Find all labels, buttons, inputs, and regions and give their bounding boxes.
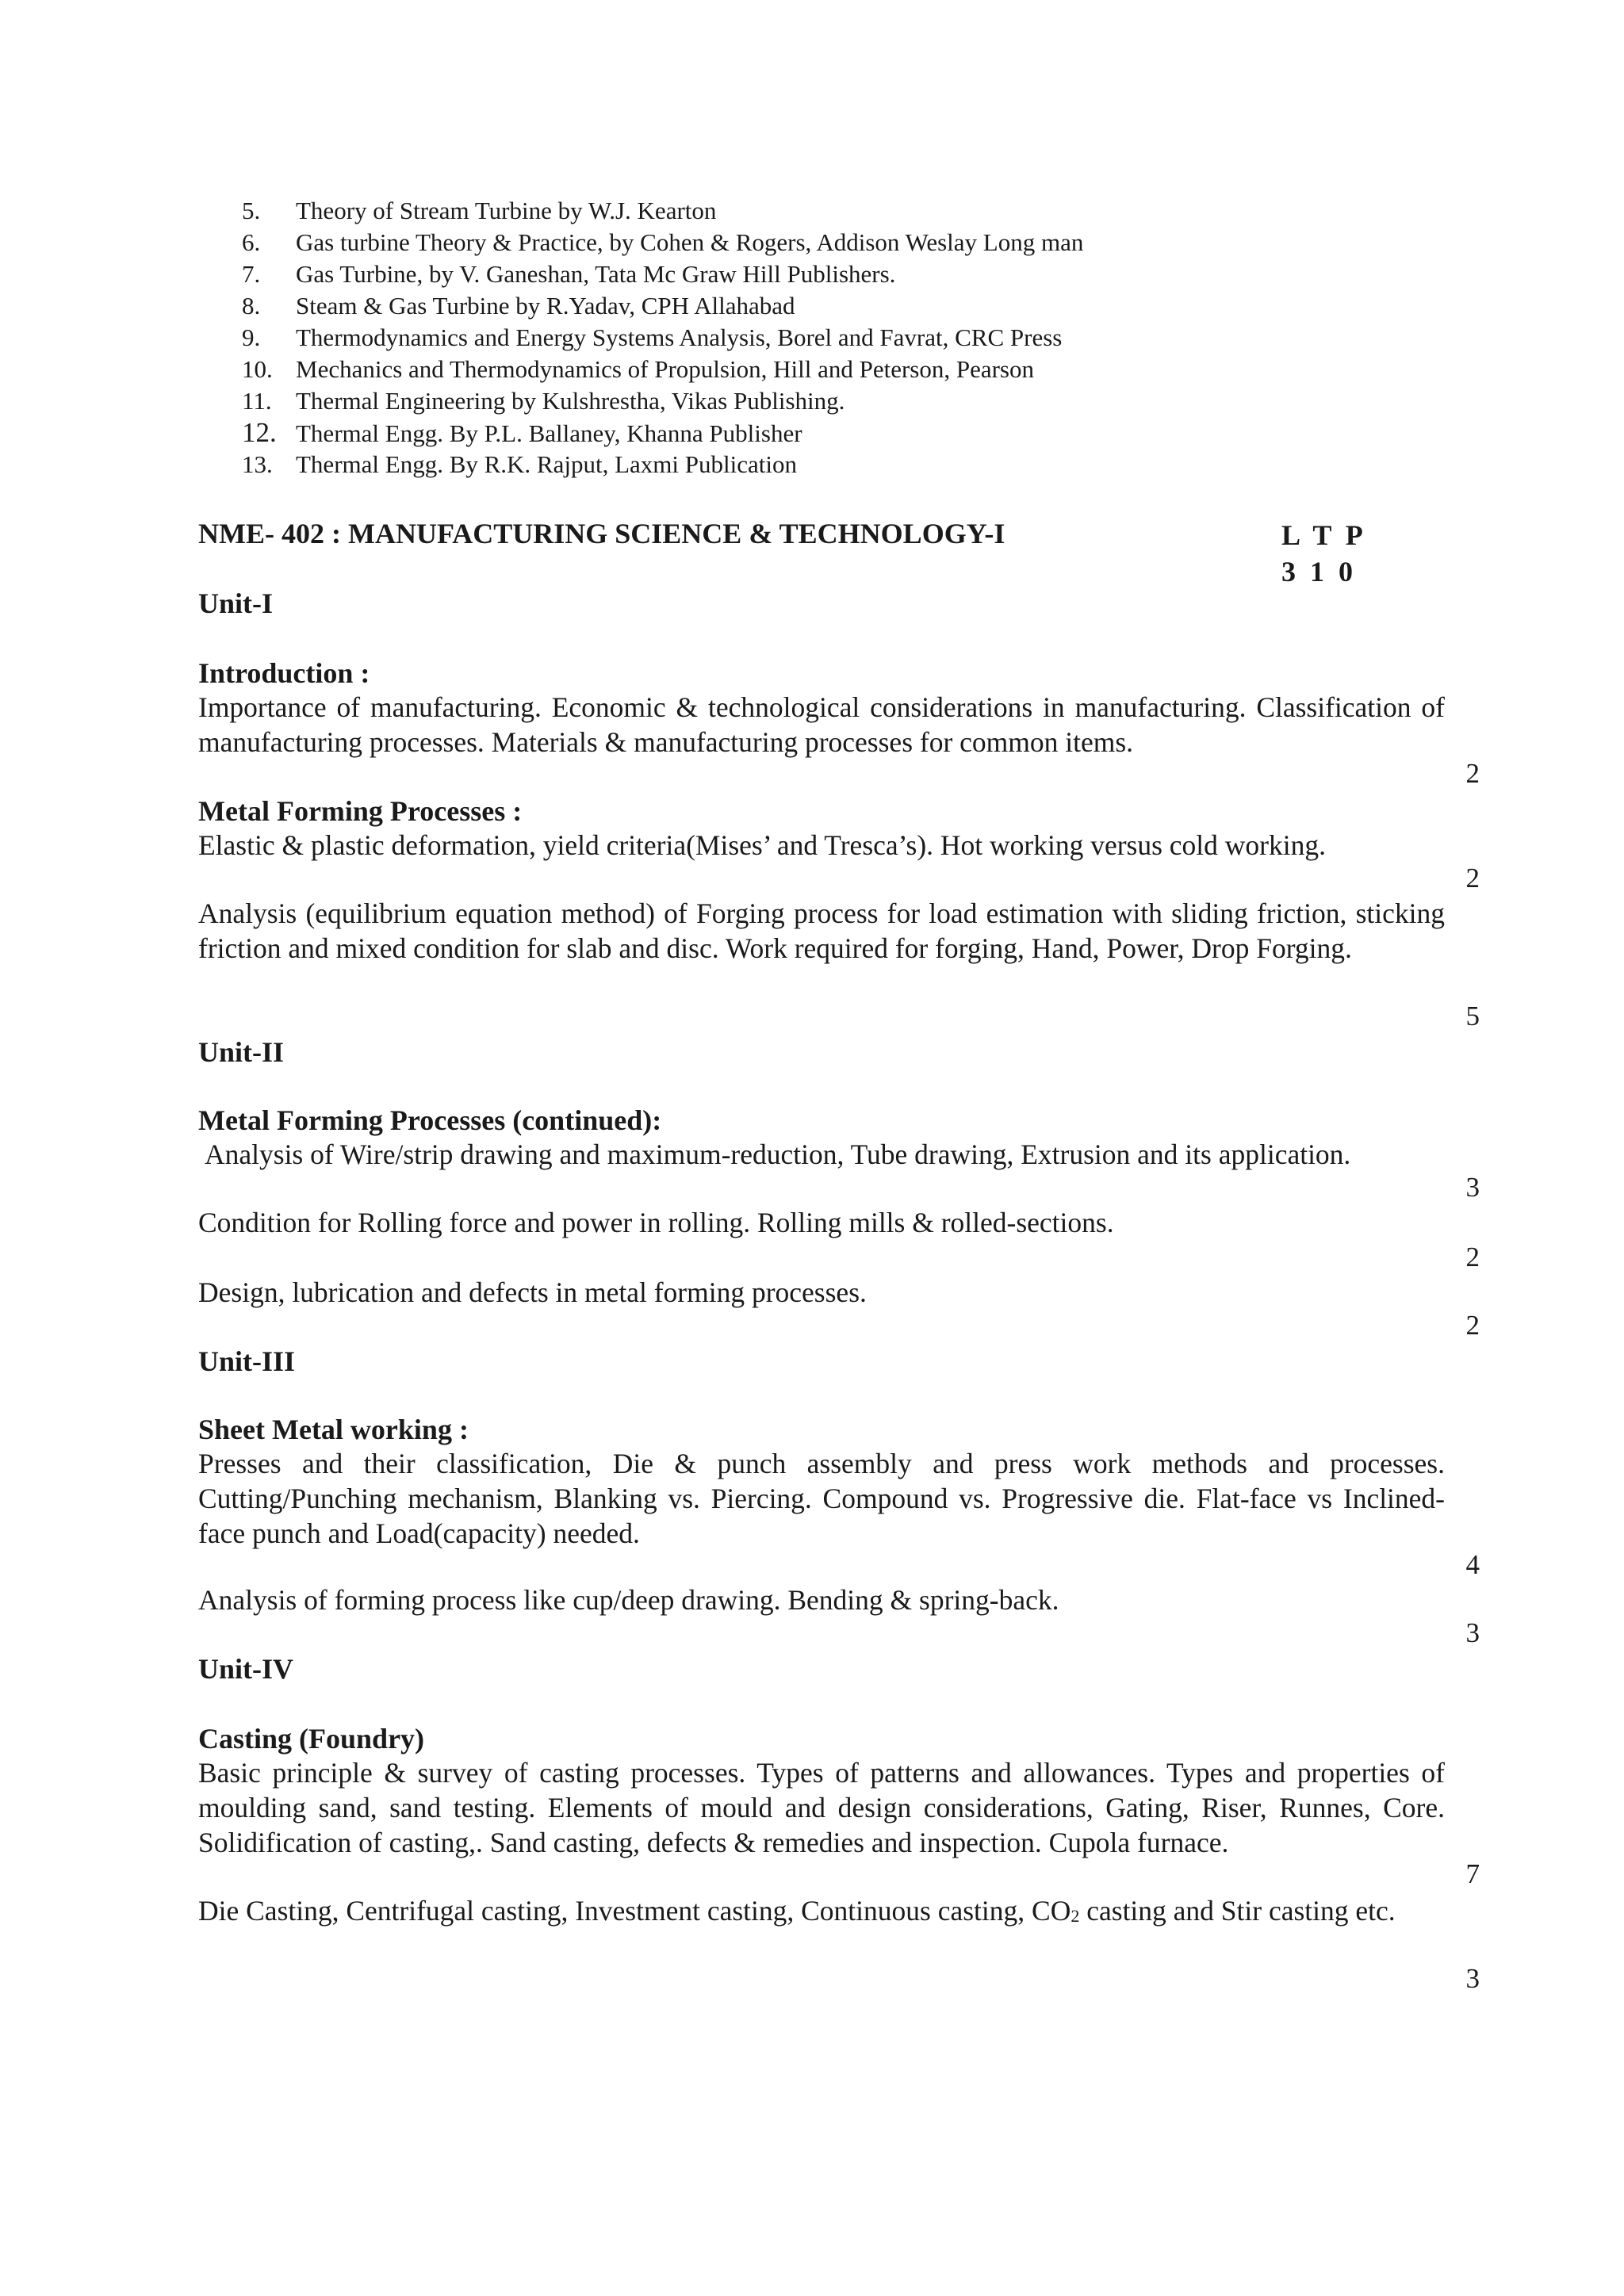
reference-item: 6. Gas turbine Theory & Practice, by Cohen & Rogers, Addison Weslay Long man (242, 228, 1084, 256)
section-paragraph: Basic principle & survey of casting processes. Types of patterns and allowances. Types and properties of moulding sand, sand testing. Elements of mould and design considerations, Gating, Riser, Runnes, Core. Solidification of casting,. Sand casting, defects & remedies and inspection. Cupola furnace. (198, 1757, 1445, 1858)
lecture-hours: 5 (1465, 1001, 1480, 1031)
reference-item: 10. Mechanics and Thermodynamics of Propulsion, Hill and Peterson, Pearson (242, 355, 1034, 383)
lecture-hours: 4 (1465, 1549, 1480, 1580)
lecture-hours: 2 (1465, 758, 1480, 789)
unit-heading: Unit-IV (198, 1653, 294, 1685)
section-heading: Introduction : (198, 657, 370, 689)
reference-list (242, 195, 1431, 480)
reference-item: 12. Thermal Engg. By P.L. Ballaney, Khanna Publisher (242, 417, 802, 448)
section-heading: Metal Forming Processes (continued): (198, 1104, 662, 1136)
reference-item: 7. Gas Turbine, by V. Ganeshan, Tata Mc Graw Hill Publishers. (242, 260, 896, 288)
lecture-hours: 7 (1465, 1858, 1480, 1889)
ltp-values: 3 1 0 (1281, 556, 1353, 587)
section-heading: Metal Forming Processes : (198, 795, 523, 827)
reference-item: 9. Thermodynamics and Energy Systems Analysis, Borel and Favrat, CRC Press (242, 323, 1063, 351)
lecture-hours: 2 (1465, 1242, 1480, 1272)
course-title: NME- 402 : MANUFACTURING SCIENCE & TECHNOLOGY-I (198, 518, 1005, 549)
lecture-hours: 2 (1465, 863, 1480, 894)
reference-item: 11. Thermal Engineering by Kulshrestha, Vikas Publishing. (242, 387, 845, 415)
section-paragraph: Analysis (equilibrium equation method) of Forging process for load estimation with sliding friction, sticking friction and mixed condition for slab and disc. Work required for forging, Hand, Power, Drop Forging. (198, 897, 1445, 964)
lecture-hours: 3 (1465, 1963, 1480, 1994)
lecture-hours: 3 (1465, 1172, 1480, 1203)
lecture-hours: 3 (1465, 1617, 1480, 1648)
section-heading: Casting (Foundry) (198, 1723, 425, 1755)
ltp-block (1281, 517, 1363, 590)
unit-heading: Unit-I (198, 587, 274, 619)
reference-item: 13. Thermal Engg. By R.K. Rajput, Laxmi Publication (242, 450, 797, 478)
ltp-header: L T P (1281, 519, 1363, 551)
unit-heading: Unit-II (198, 1036, 285, 1068)
section-paragraph: Presses and their classification, Die & punch assembly and press work methods and processes. Cutting/Punching mechanism, Blanking vs. Piercing. Compound vs. Progressive die. Flat-face vs Inclined-face punch and Load(capacity) needed. (198, 1448, 1445, 1549)
reference-item: 5. Theory of Stream Turbine by W.J. Kearton (242, 197, 717, 224)
section-paragraph: Importance of manufacturing. Economic & technological considerations in manufacturing. Classification of manufacturing processes. Materials & manufacturing processes for common items. (198, 691, 1445, 758)
section-paragraph: Design, lubrication and defects in metal forming processes. (198, 1276, 867, 1308)
section-paragraph: Elastic & plastic deformation, yield criteria(Mises’ and Tresca’s). Hot working versus cold working. (198, 829, 1326, 861)
section-paragraph: Condition for Rolling force and power in rolling. Rolling mills & rolled-sections. (198, 1207, 1114, 1238)
section-paragraph: Analysis of forming process like cup/deep drawing. Bending & spring-back. (198, 1584, 1059, 1616)
reference-item: 8. Steam & Gas Turbine by R.Yadav, CPH Allahabad (242, 292, 795, 320)
section-heading: Sheet Metal working : (198, 1414, 469, 1445)
section-paragraph: Analysis of Wire/strip drawing and maximum-reduction, Tube drawing, Extrusion and its application. (205, 1138, 1351, 1170)
section-paragraph: Die Casting, Centrifugal casting, Investment casting, Continuous casting, $CO_2$ casting and Stir casting etc. (198, 1895, 1396, 1927)
unit-heading: Unit-III (198, 1345, 296, 1377)
lecture-hours: 2 (1465, 1310, 1480, 1341)
